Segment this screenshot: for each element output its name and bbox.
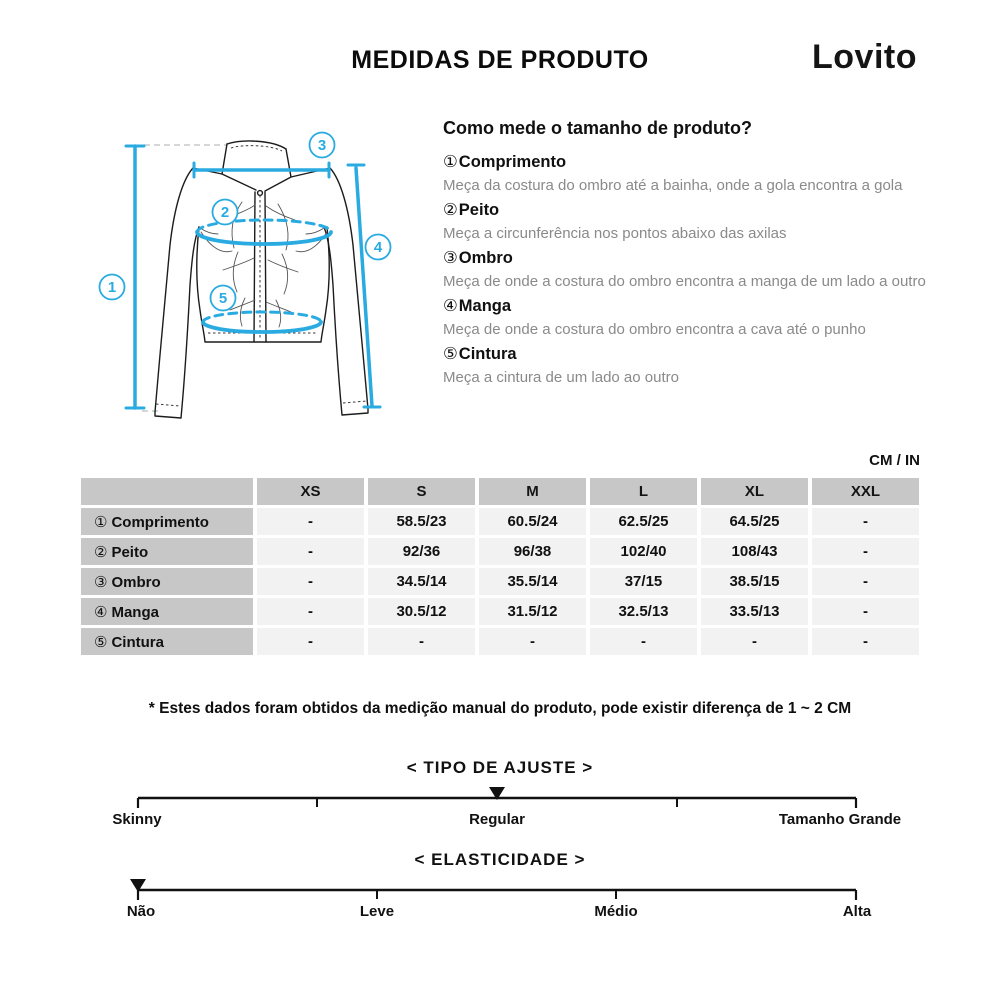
cell-value: 58.5/23 <box>368 508 475 535</box>
cell-value: 35.5/14 <box>479 568 586 595</box>
svg-text:4: 4 <box>373 239 383 256</box>
cell-value: 31.5/12 <box>479 598 586 625</box>
unit-label: CM / IN <box>869 452 920 469</box>
cell-value: - <box>812 538 919 565</box>
cell-value: - <box>812 508 919 535</box>
col-header-xxl: XXL <box>812 478 919 505</box>
guide-heading: Como mede o tamanho de produto? <box>443 118 752 138</box>
marker-5-icon <box>211 286 236 311</box>
stitch-lines <box>156 146 367 406</box>
measurement-disclaimer: * Estes dados foram obtidos da medição manual do produto, pode existir diferença de 1 ~ 2 CM <box>148 700 852 717</box>
garment-outline <box>155 141 368 418</box>
fit-label-tamanho-grande: Tamanho Grande <box>778 811 902 828</box>
cell-value: 37/15 <box>590 568 697 595</box>
marker-1-icon <box>100 275 125 300</box>
row-label: ① Comprimento <box>81 508 253 535</box>
elasticity-label-leve: Leve <box>359 903 395 920</box>
guide-item-manga <box>443 294 937 341</box>
fit-type-scale <box>0 758 1000 838</box>
guide-item-ombro <box>443 246 937 293</box>
svg-text:5: 5 <box>218 290 228 307</box>
col-header-s: S <box>368 478 475 505</box>
row-label: ③ Ombro <box>81 568 253 595</box>
cell-value: 108/43 <box>701 538 808 565</box>
row-label: ④ Manga <box>81 598 253 625</box>
col-header-l: L <box>590 478 697 505</box>
fit-label-regular: Regular <box>469 811 525 828</box>
page-title: MEDIDAS DE PRODUTO <box>351 46 649 74</box>
cell-value: 30.5/12 <box>368 598 475 625</box>
cell-value: 64.5/25 <box>701 508 808 535</box>
fit-label-skinny: Skinny <box>112 811 162 828</box>
row-label: ② Peito <box>81 538 253 565</box>
cell-value: - <box>701 628 808 655</box>
measurement-lines <box>126 146 380 408</box>
elasticity-label-medio: Médio <box>594 903 638 920</box>
corner-cell <box>81 478 253 505</box>
guide-item-desc: Meça a circunferência nos pontos abaixo das axilas <box>443 225 787 242</box>
table-row-manga <box>81 598 919 625</box>
cell-value: - <box>257 598 364 625</box>
guide-item-cintura <box>443 342 937 389</box>
guide-item-label: ①Comprimento <box>443 153 567 171</box>
marker-2-icon <box>213 200 238 225</box>
col-header-xl: XL <box>701 478 808 505</box>
table-row-comprimento <box>81 508 919 535</box>
elasticity-scale <box>0 850 1000 930</box>
size-table <box>77 475 923 658</box>
marker-4-icon <box>366 235 391 260</box>
cell-value: - <box>257 508 364 535</box>
guide-item-desc: Meça de onde a costura do ombro encontra a cava até o punho <box>443 321 866 338</box>
guide-item-desc: Meça a cintura de um lado ao outro <box>443 369 679 386</box>
col-header-xs: XS <box>257 478 364 505</box>
elasticity-scale-heading: < ELASTICIDADE > <box>414 850 586 869</box>
cell-value: - <box>257 568 364 595</box>
elasticity-label-alta: Alta <box>842 903 872 920</box>
cell-value: - <box>812 568 919 595</box>
cell-value: 62.5/25 <box>590 508 697 535</box>
cell-value: 38.5/15 <box>701 568 808 595</box>
table-row-ombro <box>81 568 919 595</box>
cell-value: - <box>479 628 586 655</box>
fit-scale-heading: < TIPO DE AJUSTE > <box>406 758 594 777</box>
cell-value: 96/38 <box>479 538 586 565</box>
cell-value: 34.5/14 <box>368 568 475 595</box>
cell-value: - <box>257 628 364 655</box>
svg-text:3: 3 <box>317 137 327 154</box>
measuring-guide <box>443 118 937 390</box>
guide-item-comprimento <box>443 150 937 197</box>
guide-item-desc: Meça de onde a costura do ombro encontra a manga de um lado a outro <box>443 273 926 290</box>
table-row-cintura <box>81 628 919 655</box>
garment-measurement-diagram <box>80 120 420 440</box>
cell-value: - <box>257 538 364 565</box>
guide-item-label: ⑤Cintura <box>443 345 517 363</box>
marker-3-icon <box>310 133 335 158</box>
cell-value: 60.5/24 <box>479 508 586 535</box>
size-table-header-row <box>81 478 919 505</box>
elasticity-scale-rail <box>0 878 1000 904</box>
cell-value: 92/36 <box>368 538 475 565</box>
cell-value: - <box>368 628 475 655</box>
svg-text:1: 1 <box>107 279 117 296</box>
col-header-m: M <box>479 478 586 505</box>
cell-value: - <box>812 628 919 655</box>
guide-item-desc: Meça da costura do ombro até a bainha, onde a gola encontra a gola <box>443 177 903 194</box>
cell-value: - <box>590 628 697 655</box>
cell-value: 33.5/13 <box>701 598 808 625</box>
svg-text:2: 2 <box>220 204 230 221</box>
brand-logo: Lovito <box>812 38 917 76</box>
guide-item-label: ④Manga <box>443 297 512 315</box>
cell-value: 32.5/13 <box>590 598 697 625</box>
guide-item-label: ②Peito <box>443 201 500 219</box>
guide-item-label: ③Ombro <box>443 249 513 267</box>
fit-scale-rail <box>0 786 1000 812</box>
table-row-peito <box>81 538 919 565</box>
guide-item-peito <box>443 198 937 245</box>
cell-value: 102/40 <box>590 538 697 565</box>
cell-value: - <box>812 598 919 625</box>
row-label: ⑤ Cintura <box>81 628 253 655</box>
elasticity-label-nao: Não <box>126 903 156 920</box>
